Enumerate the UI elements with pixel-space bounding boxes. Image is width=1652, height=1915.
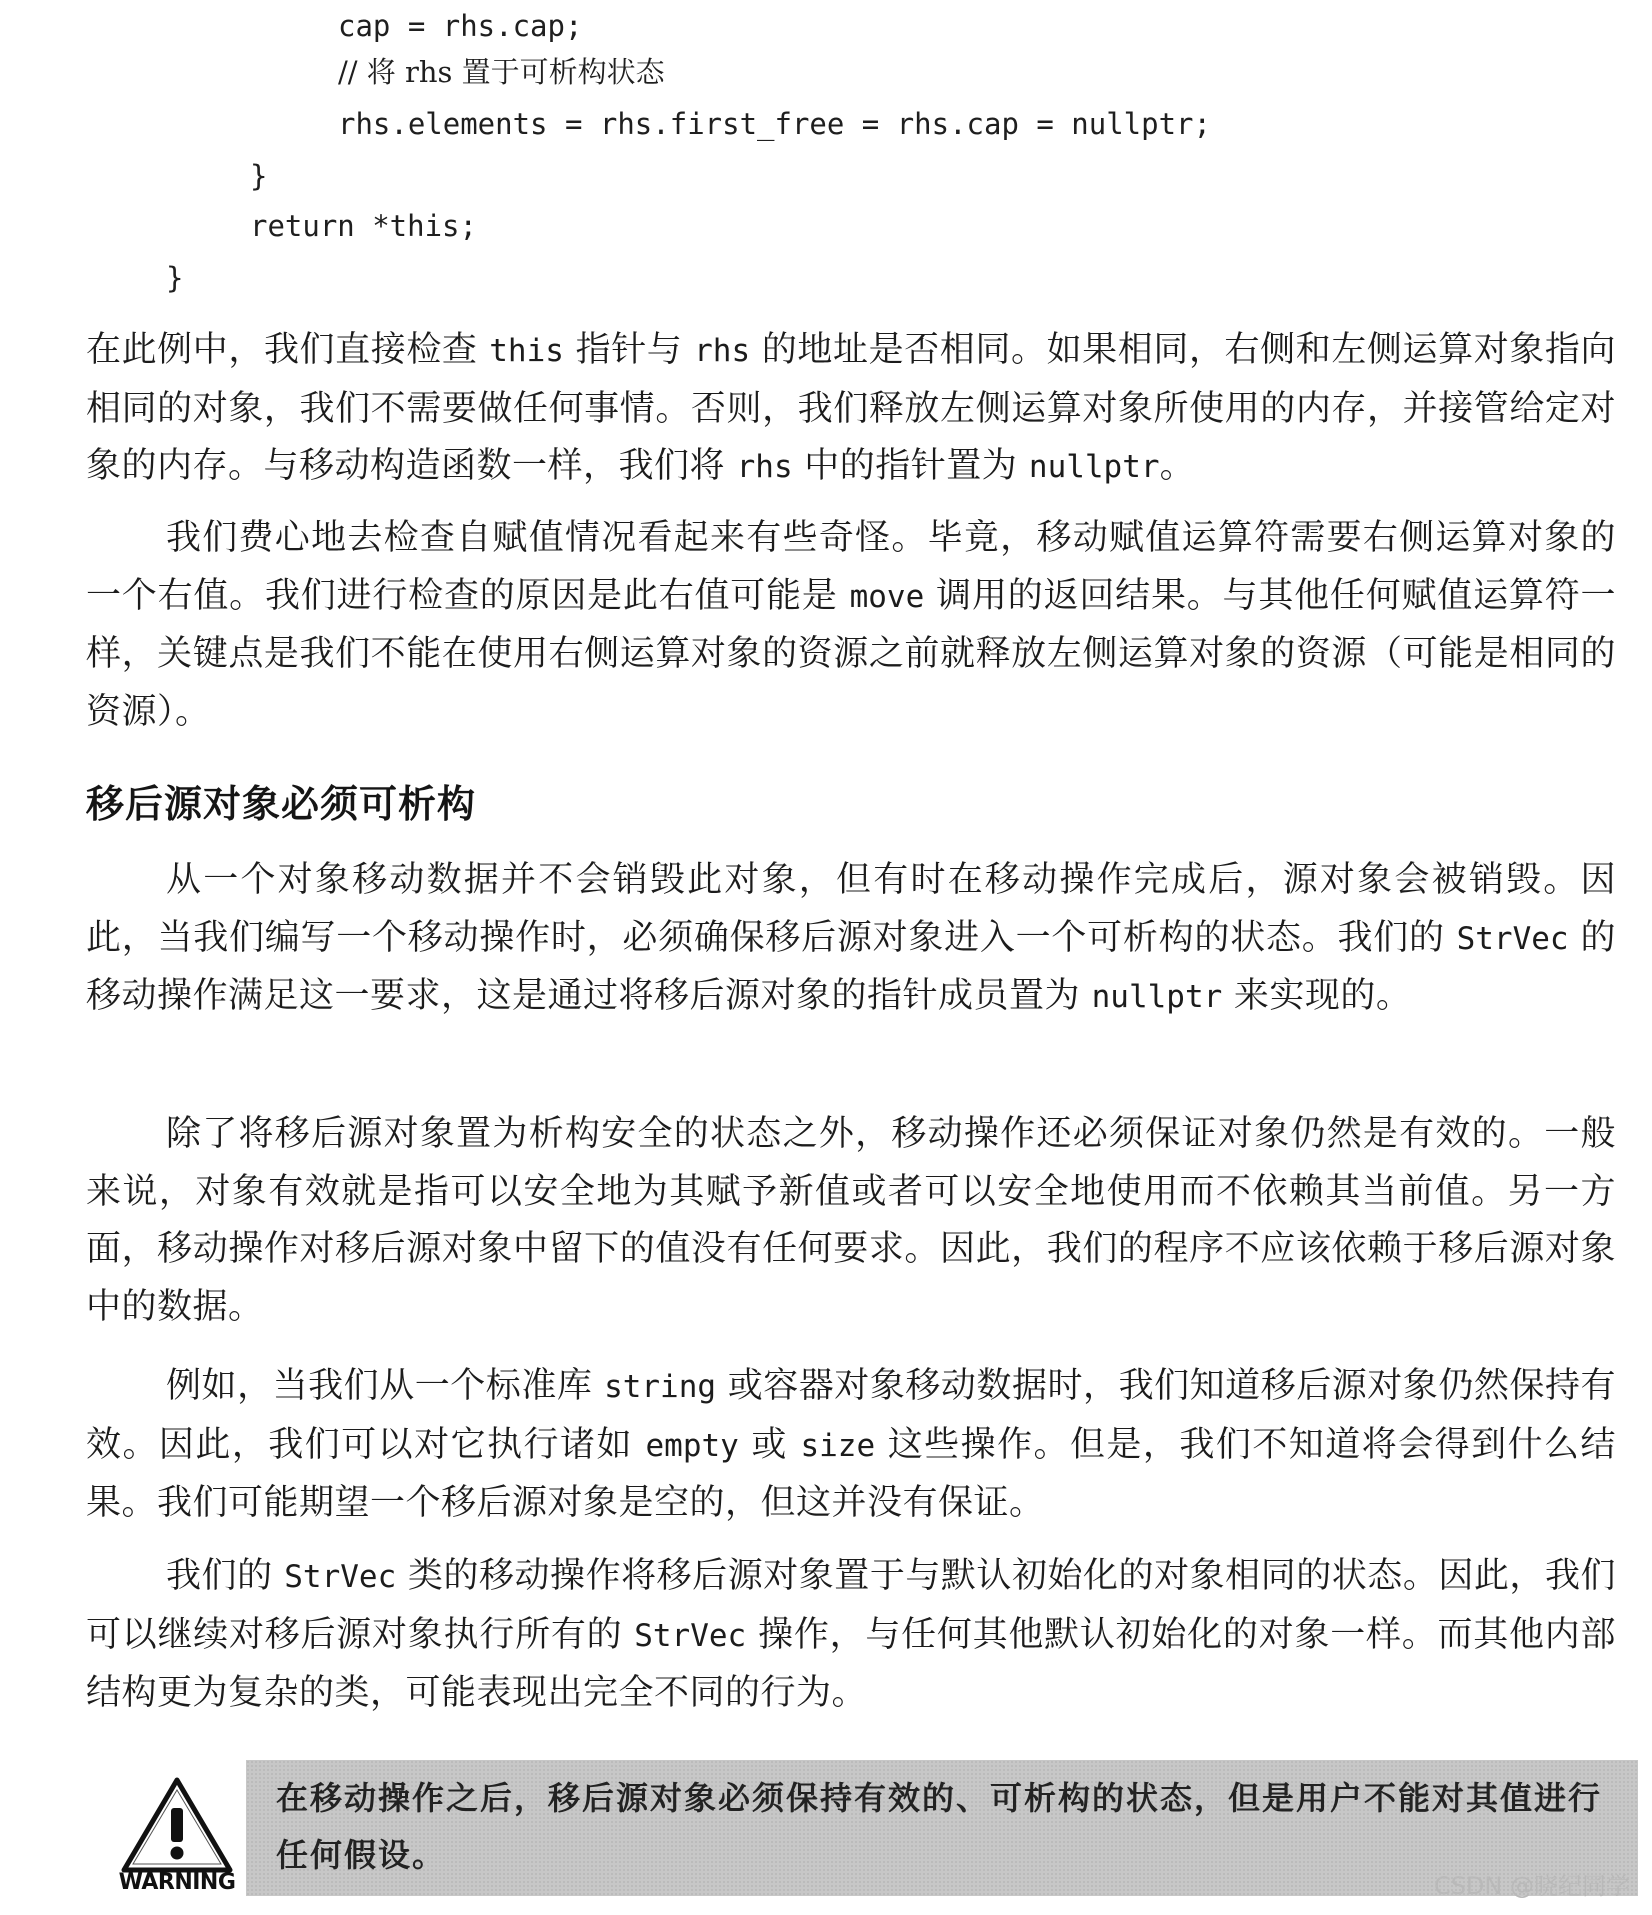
inline-code: size xyxy=(800,1427,876,1464)
paragraph-6 xyxy=(86,1548,1616,1723)
paragraph-1 xyxy=(86,322,1616,497)
text-run: 调用的返回结果。与其他任何赋值运算符一样，关键点是我们不能在使用右侧运算对象的资源之前就释放左侧运算对象的资源（可能是相同的资源）。 xyxy=(86,575,1616,732)
inline-code: this xyxy=(489,333,564,369)
text-run: 来实现的。 xyxy=(1222,976,1412,1016)
paragraph-2 xyxy=(86,510,1616,741)
text-run: 的地址是否相同。如果相同，右侧和左侧运算对象指向相同的对象，我们不需要做任何事情。否则，我们释放左侧运算对象所使用的内存，并接管给定对象的内存。与移动构造函数一样，我们将 xyxy=(86,330,1616,486)
inline-code: StrVec xyxy=(634,1617,747,1654)
paragraph-5 xyxy=(86,1358,1616,1533)
warning-label: WARNING xyxy=(118,1870,236,1895)
paragraph-4 xyxy=(86,1106,1616,1336)
text-run: 类的移动操作将移后源对象置于与默认初始化的对象相同的状态。因此，我们可以继续对移后源对象执行所有的 xyxy=(86,1556,1616,1655)
inline-code: StrVec xyxy=(1456,920,1569,957)
code-line-5: return *this; xyxy=(250,209,477,243)
code-line-comment: // 将 rhs 置于可析构状态 xyxy=(338,55,665,89)
text-run: 操作，与任何其他默认初始化的对象一样。而其他内部结构更为复杂的类，可能表现出完全不同的行为。 xyxy=(86,1614,1616,1713)
text-run: 的移动操作满足这一要求，这是通过将移后源对象的指针成员置为 xyxy=(86,917,1616,1016)
code-line-6: } xyxy=(166,261,184,295)
inline-code: StrVec xyxy=(284,1559,397,1595)
inline-code: nullptr xyxy=(1028,449,1160,485)
text-run: 这些操作。但是，我们不知道将会得到什么结果。我们可能期望一个移后源对象是空的，但这并没有保证。 xyxy=(86,1424,1616,1523)
text-run: 或容器对象移动数据时，我们知道移后源对象仍然保持有效。因此，我们可以对它执行诸如 xyxy=(86,1366,1616,1465)
text-run: 中的指针置为 xyxy=(792,446,1029,486)
text-run: 在此例中，我们直接检查 xyxy=(86,330,490,370)
warning-callout xyxy=(118,1760,1638,1900)
text-run: 我们费心地去检查自赋值情况看起来有些奇怪。毕竟，移动赋值运算符需要右侧运算对象的一个右值。我们进行检查的原因是此右值可能是 xyxy=(86,518,1616,616)
watermark: CSDN @晓纪同学 xyxy=(1433,1872,1630,1900)
text-run: 。 xyxy=(1159,446,1196,486)
inline-code: nullptr xyxy=(1091,979,1223,1015)
code-line-3: rhs.elements = rhs.first_free = rhs.cap = nullptr; xyxy=(338,107,1211,141)
inline-code: empty xyxy=(645,1427,739,1464)
text-run: 或 xyxy=(738,1424,801,1465)
inline-code: move xyxy=(849,578,925,615)
text-run: 指针与 xyxy=(563,330,695,370)
warning-box xyxy=(246,1760,1638,1896)
inline-code: rhs xyxy=(694,333,751,369)
text-run: 从一个对象移动数据并不会销毁此对象，但有时在移动操作完成后，源对象会被销毁。因此，当我们编写一个移动操作时，必须确保移后源对象进入一个可析构的状态。我们的 xyxy=(86,860,1616,958)
text-run: 例如，当我们从一个标准库 xyxy=(166,1366,605,1406)
inline-code: string xyxy=(604,1369,717,1405)
paragraph-3 xyxy=(86,852,1616,1027)
text-run: 除了将移后源对象置为析构安全的状态之外，移动操作还必须保证对象仍然是有效的。一般来说，对象有效就是指可以安全地为其赋予新值或者可以安全地使用而不依赖其当前值。另一方面，移动操作对移后源对象中留下的值没有任何要求。因此，我们的程序不应该依赖于移后源对象中的数据。 xyxy=(86,1114,1616,1327)
code-line-1: cap = rhs.cap; xyxy=(338,9,583,43)
text-run: 我们的 xyxy=(166,1556,285,1596)
code-line-4: } xyxy=(250,159,268,193)
inline-code: rhs xyxy=(736,449,793,485)
warning-text: 在移动操作之后，移后源对象必须保持有效的、可析构的状态，但是用户不能对其值进行任何假设。 xyxy=(276,1779,1603,1874)
section-title: 移后源对象必须可析构 xyxy=(86,782,477,826)
